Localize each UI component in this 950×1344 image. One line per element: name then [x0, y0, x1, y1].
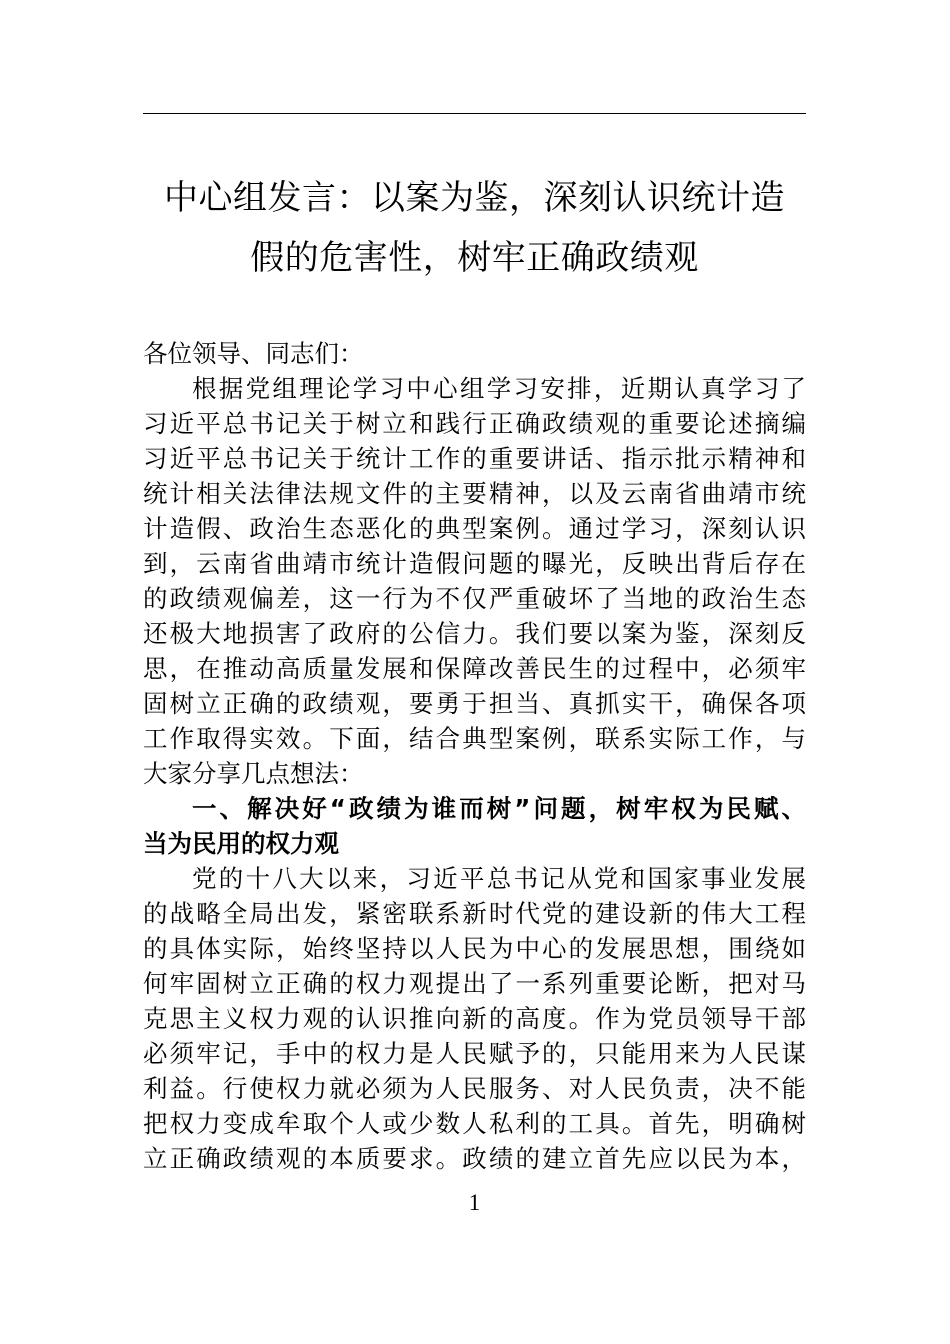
paragraph-line: 必须牢记，手中的权力是人民赋予的，只能用来为人民谋: [143, 1039, 806, 1068]
page-number: 1: [468, 1190, 481, 1215]
paragraph-line: 思，在推动高质量发展和保障改善民生的过程中，必须牢: [143, 654, 806, 683]
paragraph-line: 的战略全局出发，紧密联系新时代党的建设新的伟大工程: [143, 899, 806, 928]
document-body: [143, 336, 806, 1176]
paragraph-line: 把权力变成牟取个人或少数人私利的工具。首先，明确树: [143, 1109, 806, 1138]
paragraph-line: 的具体实际，始终坚持以人民为中心的发展思想，围绕如: [143, 934, 806, 963]
paragraph-2: [143, 861, 806, 1176]
heading-line: 一、解决好“政绩为谁而树”问题，树牢权为民赋、: [192, 794, 806, 823]
paragraph-line: 到，云南省曲靖市统计造假问题的曝光，反映出背后存在: [143, 549, 806, 578]
header-rule: [143, 113, 806, 114]
paragraph-line: 根据党组理论学习中心组学习安排，近期认真学习了: [192, 374, 806, 403]
paragraph-line: 习近平总书记关于统计工作的重要讲话、指示批示精神和: [143, 444, 806, 473]
title-line-2: 假的危害性，树牢正确政绩观: [250, 238, 699, 278]
paragraph-line: 固树立正确的政绩观，要勇于担当、真抓实干，确保各项: [143, 689, 806, 718]
paragraph-line: 克思主义权力观的认识推向新的高度。作为党员领导干部: [143, 1004, 806, 1033]
paragraph-line: 利益。行使权力就必须为人民服务、对人民负责，决不能: [143, 1074, 806, 1103]
paragraph-line: 何牢固树立正确的权力观提出了一系列重要论断，把对马: [143, 969, 806, 998]
paragraph-line: 计造假、政治生态恶化的典型案例。通过学习，深刻认识: [143, 514, 806, 543]
paragraph-line: 还极大地损害了政府的公信力。我们要以案为鉴，深刻反: [143, 619, 806, 648]
paragraph-line: 大家分享几点想法：: [143, 759, 364, 788]
paragraph-line: 党的十八大以来，习近平总书记从党和国家事业发展: [192, 864, 806, 893]
paragraph-line: 统计相关法律法规文件的主要精神，以及云南省曲靖市统: [143, 479, 806, 508]
paragraph-line: 习近平总书记关于树立和践行正确政绩观的重要论述摘编: [143, 409, 806, 438]
paragraph-line: 立正确政绩观的本质要求。政绩的建立首先应以民为本，: [143, 1144, 806, 1173]
title-line-1: 中心组发言：以案为鉴，深刻认识统计造: [164, 178, 785, 218]
paragraph-line: 的政绩观偏差，这一行为不仅严重破坏了当地的政治生态: [143, 584, 806, 613]
salutation: 各位领导、同志们：: [143, 339, 364, 368]
section-heading-1: [143, 791, 806, 861]
paragraph-1: [143, 371, 806, 791]
paragraph-line: 工作取得实效。下面，结合典型案例，联系实际工作，与: [143, 724, 806, 753]
heading-line: 当为民用的权力观: [143, 829, 339, 858]
document-title: [143, 168, 806, 288]
